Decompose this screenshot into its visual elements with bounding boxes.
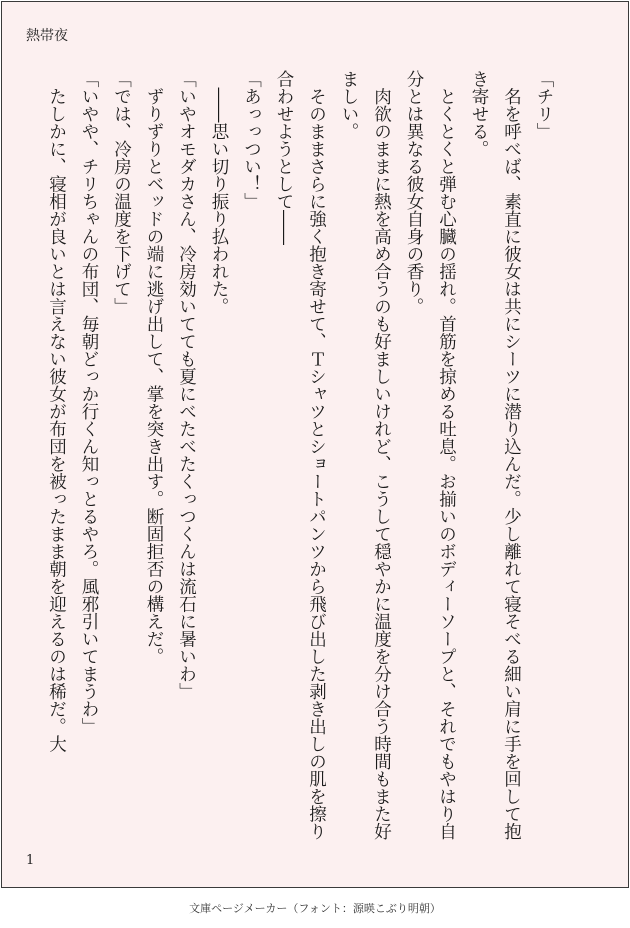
paragraph: 「では、冷房の温度を下げて」: [111, 70, 132, 315]
paragraph: たしかに、寝相が良いとは言えない彼女が布団を被ったまま朝を迎えるのは稀だ。大: [46, 70, 67, 753]
paragraph: ――思い切り振り払われた。: [209, 70, 229, 315]
page-title: 熱帯夜: [26, 28, 68, 44]
paragraph: 肉欲のままに熱を高め合うのも好ましいけれど、こうして穏やかに温度を分け合う時間もまた好ましい。: [339, 70, 392, 840]
paragraph: 「いやや、チリちゃんの布団、毎朝どっか行くん知っとるやろ。風邪引いてまうわ」: [79, 70, 99, 735]
paragraph: 「あっっつい！」: [241, 70, 262, 210]
vertical-body-text: [46, 70, 560, 840]
paragraph: そのままさらに強く抱き寄せて、Ｔシャツとショートパンツから飛び出した剥き出しの肌を擦り合わせようとして――: [274, 70, 327, 840]
paragraph: 「いやオモダカさん、冷房効いてても夏にべたべたくっつくんは流石に暑いわ」: [176, 70, 197, 700]
paragraph: とくとくと弾む心臓の揺れ。首筋を掠める吐息。お揃いのボディーソープと、それでもやはり自分とは異なる彼女自身の香り。: [404, 70, 457, 840]
paragraph: 名を呼べば、素直に彼女は共にシーツに潜り込んだ。少し離れて寝そべる細い肩に手を回して抱き寄せる。: [469, 70, 522, 840]
footer-credit: 文庫ページメーカー（フォント：源暎こぶり明朝）: [189, 902, 441, 915]
paragraph: 「チリ」: [534, 70, 554, 140]
paragraph: ずりずりとベッドの端に逃げ出して、掌を突き出す。断固拒否の構えだ。: [144, 70, 164, 665]
page-number: 1: [26, 853, 35, 868]
manuscript-page: [1, 1, 629, 888]
